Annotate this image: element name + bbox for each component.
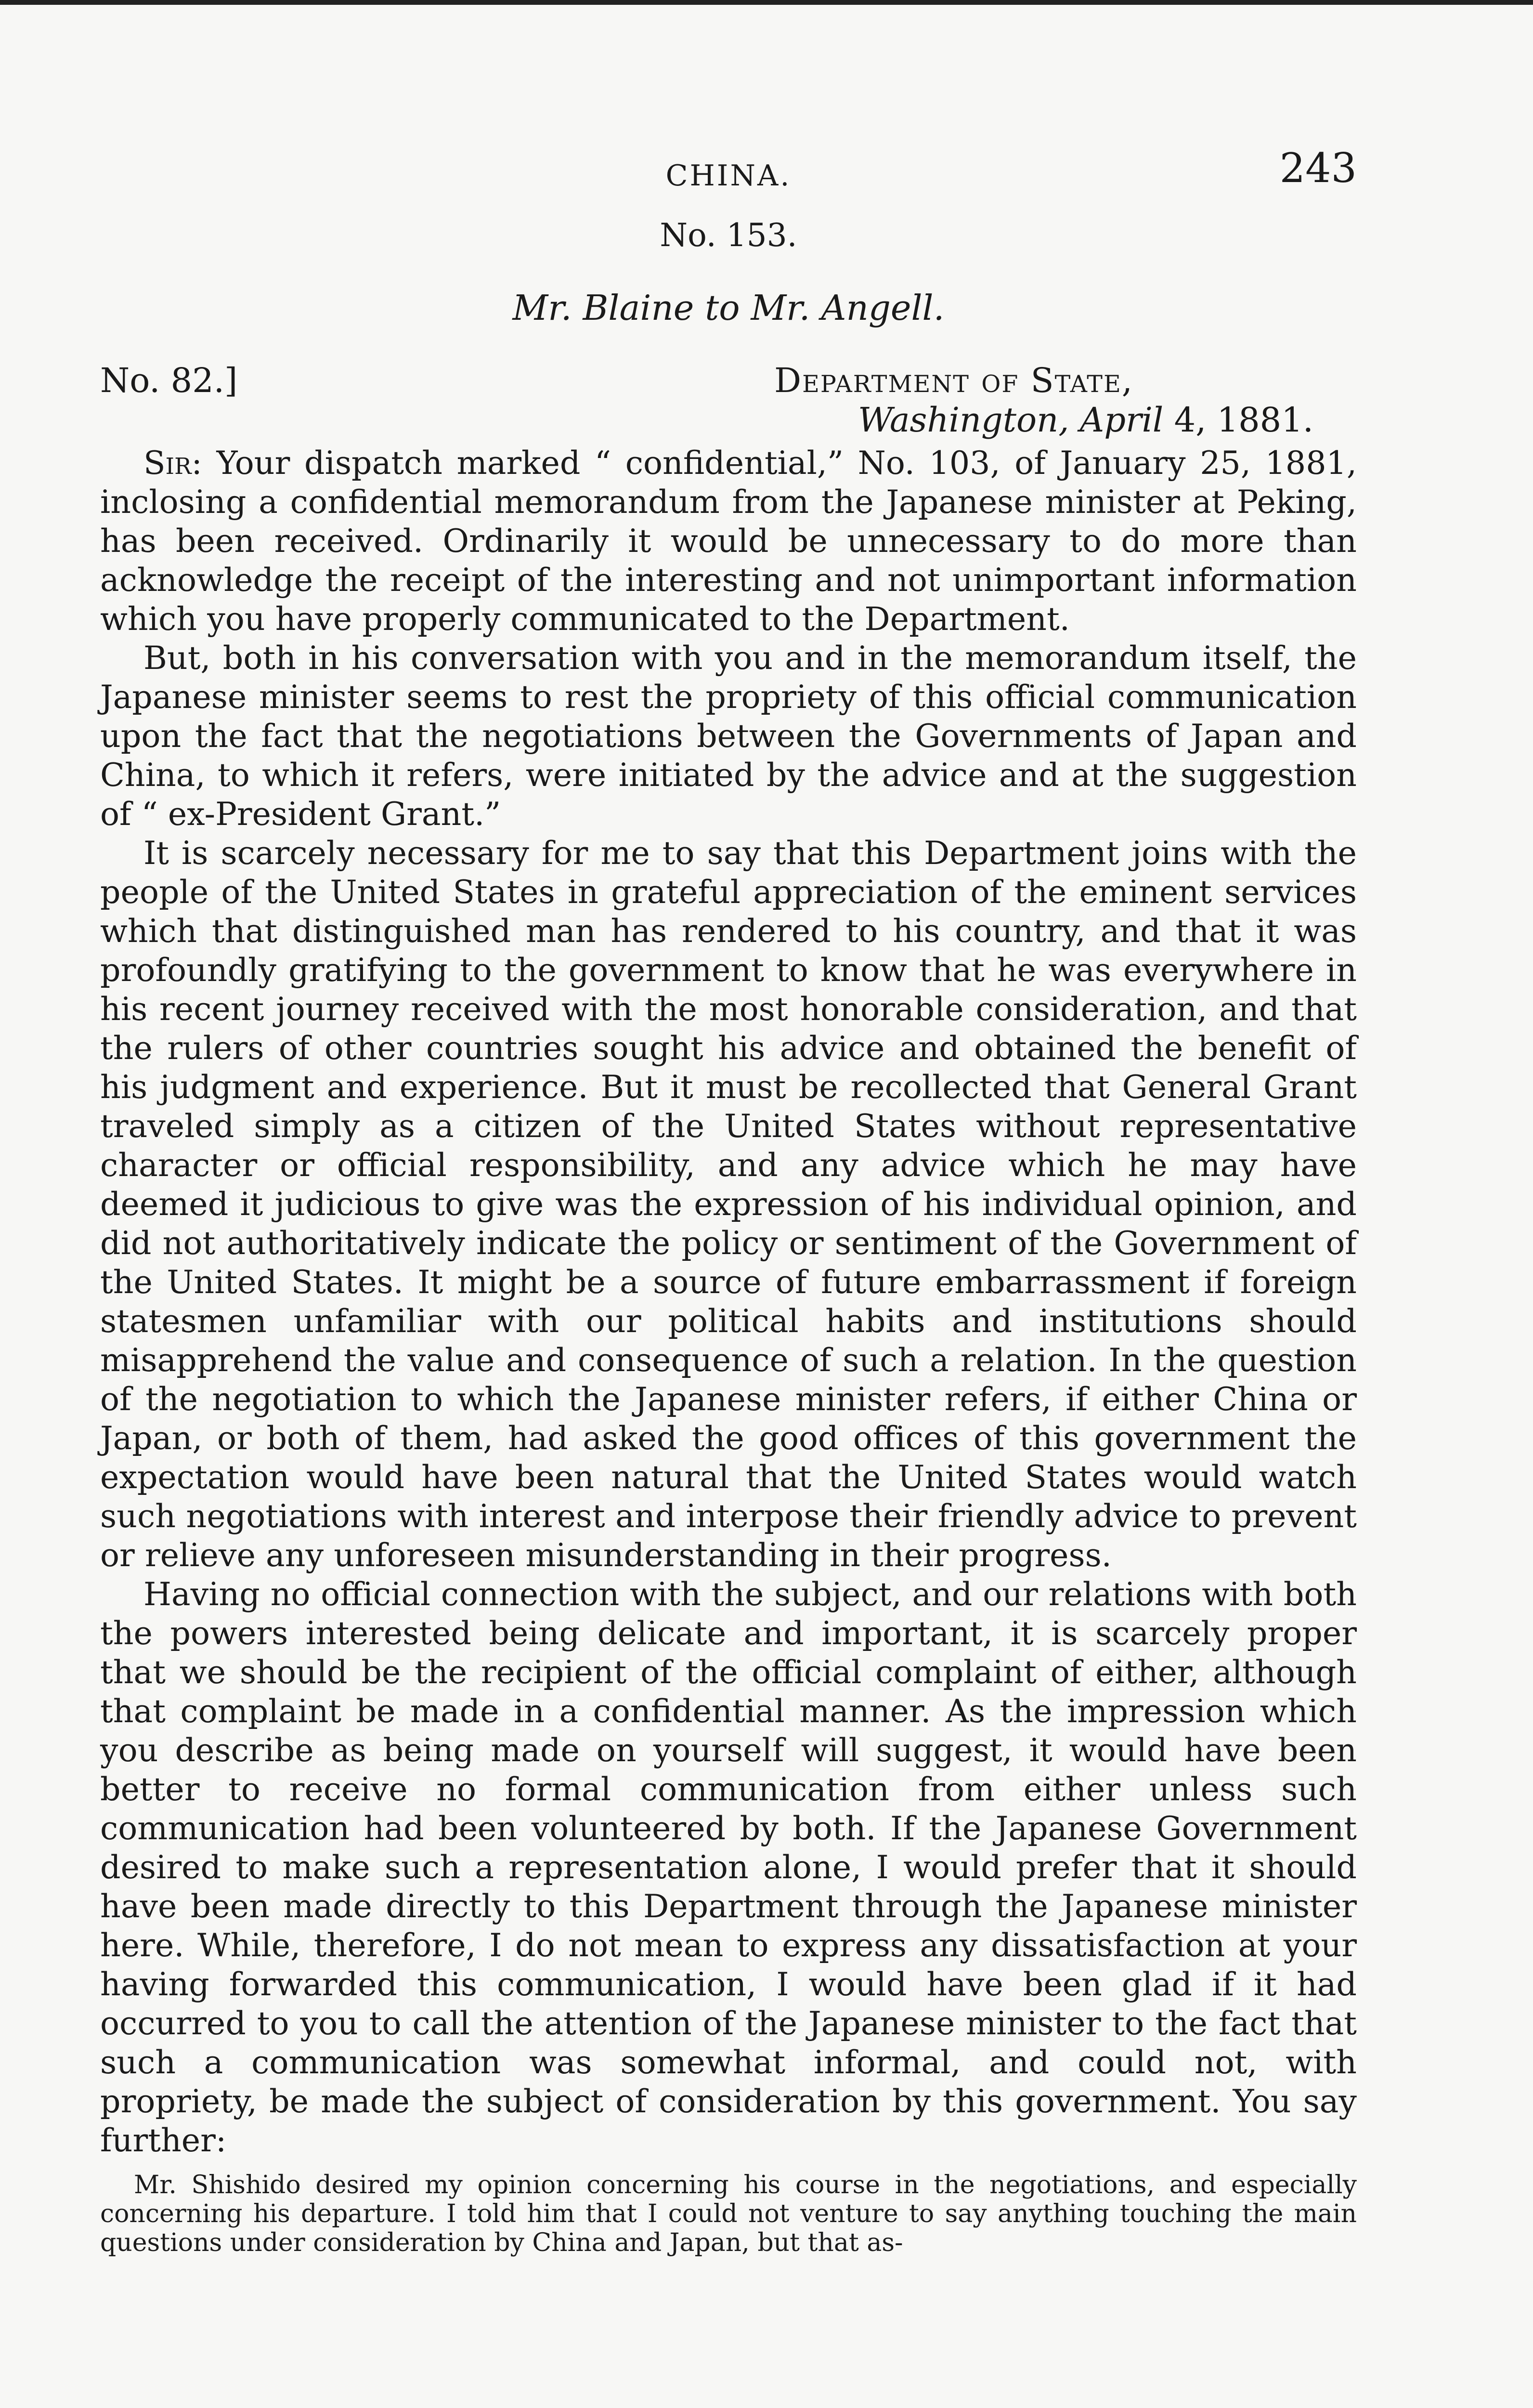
page-number: 243 (1279, 144, 1357, 192)
document-number: No. 153. (660, 217, 797, 254)
paragraph-3: It is scarcely necessary for me to say that this Department joins with the people of the United States in grateful appreciation of the eminent services which that distinguished man has rendered to his country, and that it was profoundly gratifying to the government to know that he was everywhere in his recent journey received with the most honorable consideration, and that the rulers of other countries sought his advice and obtained the benefit of his judgment and experience. But it must be recollected that General Grant traveled simply as a citizen of the United States without representative character or official responsibility, and any advice which he may have deemed it judicious to give was the expression of his individual opinion, and did not authoritatively indicate the policy or sentiment of the Government of the United States. It might be a source of future embarrassment if foreign statesmen unfamiliar with our political habits and institutions should misapprehend the value and consequence of such a relation. In the question of the negotiation to which the Japanese minister refers, if either China or Japan, or both of them, had asked the good offices of this government the expectation would have been natural that the United States would watch such negotiations with interest and interpose their friendly advice to prevent or relieve any unforeseen misunderstanding in their progress. (100, 834, 1357, 1574)
date: 4, 1881. (1174, 400, 1313, 440)
letter-body (100, 444, 1357, 2160)
paragraph-1 (100, 444, 1357, 639)
document-heading: Mr. Blaine to Mr. Angell. (512, 288, 945, 328)
section-title: CHINA. (665, 159, 792, 193)
top-border-rule (0, 0, 1533, 5)
place: Washington, April (857, 400, 1164, 440)
place-and-date (100, 400, 1313, 440)
paragraph-1-text: : Your dispatch marked “ confidential,” No. 103, of January 25, 1881, inclosing a confidential memorandum from the Japanese minister at Peking, has been received. Ordinarily it would be unnecessary to do more than acknowledge the receipt of the interesting and not unimportant information which you have properly communicated to the Department. (100, 444, 1357, 638)
running-head (100, 144, 1357, 197)
dispatch-number: No. 82.] (100, 361, 238, 400)
document-page (100, 144, 1357, 2257)
salutation: Sir (143, 444, 192, 482)
dispatch-line (100, 361, 1357, 404)
paragraph-4: Having no official connection with the subject, and our relations with both the powers interested being delicate and important, it is scarcely proper that we should be the recipient of the official complaint of either, although that complaint be made in a confidential manner. As the impression which you describe as being made on yourself will suggest, it would have been better to receive no formal communication from either unless such communication had been volunteered by both. If the Japanese Government desired to make such a representation alone, I would prefer that it should have been made directly to this Department through the Japanese minister here. While, therefore, I do not mean to express any dissatisfaction at your having forwarded this communication, I would have been glad if it had occurred to you to call the attention of the Japanese minister to the fact that such a communication was somewhat informal, and could not, with propriety, be made the subject of consideration by this government. You say further: (100, 1575, 1357, 2159)
quoted-passage: Mr. Shishido desired my opinion concerning his course in the negotiations, and especially concerning his departure. I told him that I could not venture to say anything touching the main questions under consideration by China and Japan, but that as- (100, 2171, 1357, 2257)
sender-department: Department of State, (774, 361, 1134, 400)
paragraph-2: But, both in his conversation with you and in the memorandum itself, the Japanese minister seems to rest the propriety of this official communication upon the fact that the negotiations between the Governments of Japan and China, to which it refers, were initiated by the advice and at the suggestion of “ ex-President Grant.” (100, 639, 1357, 833)
